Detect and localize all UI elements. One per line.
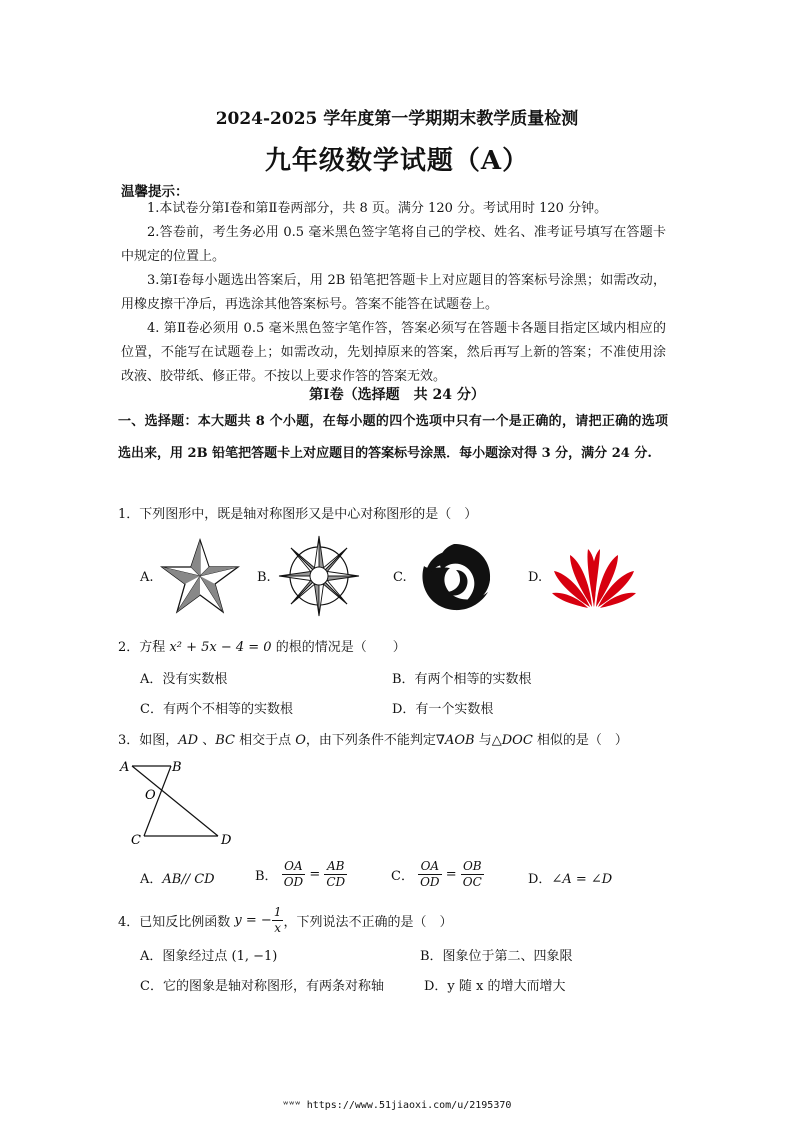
equals-sign: =: [309, 867, 321, 882]
q4-stem-post: ，下列说法不正确的是（ ）: [283, 915, 453, 930]
q2-option-c: C．有两个不相等的实数根: [140, 702, 293, 717]
q3-opt-b-label: B．: [255, 869, 278, 884]
q1-option-c-label: C.: [393, 570, 407, 585]
question-1-stem: 1．下列图形中，既是轴对称图形又是中心对称图形的是（ ）: [118, 507, 478, 522]
tips-heading: 温馨提示：: [121, 184, 189, 200]
tip-text: 4. 第Ⅱ卷必须用 0.5 毫米黑色签字笔作答，答案必须写在答题卡各题目指定区域内相应的位置，不能写在试题卷上；如需改动，先划掉原来的答案，然后再写上新的答案；不准使用涂改液、胶带纸、修正带。不按以上要求作答的答案无效。: [121, 321, 666, 384]
numerator: OA: [418, 859, 441, 875]
denominator: x: [274, 921, 282, 935]
q2-option-a: A．没有实数根: [140, 672, 228, 687]
label-c: C: [131, 833, 141, 848]
petal-group: [552, 549, 636, 608]
label-d: D: [221, 833, 232, 848]
q3-stem-part: 相似的是（ ）: [532, 733, 628, 748]
tip-item-2: [121, 221, 666, 269]
fraction: [282, 859, 305, 890]
tip-text: 2.答卷前，考生务必用 0.5 毫米黑色签字笔将自己的学校、姓名、准考证号填写在答题卡中规定的位置上。: [121, 225, 666, 264]
q4-option-c: C．它的图象是轴对称图形，有两条对称轴: [140, 979, 384, 994]
q3-option-d: [528, 868, 612, 887]
q1-option-b-label: B.: [257, 570, 271, 585]
triangle-figure: [116, 758, 241, 850]
q3-stem-part: 3．如图，: [118, 733, 179, 748]
q2-equation: x² + 5x − 4 = 0: [169, 640, 272, 655]
q4-option-d: D．y 随 x 的增大而增大: [424, 979, 566, 994]
q1-option-d-label: D.: [528, 570, 543, 585]
q3-stem-aob: AOB: [445, 733, 475, 748]
q4-func-lhs: y = −: [234, 913, 272, 928]
q3-stem-part: 、: [198, 733, 216, 748]
tip-item-4: [121, 317, 666, 389]
q2-option-b: B．有两个相等的实数根: [392, 672, 532, 687]
footer-url[interactable]: ʷʷʷ https://www.51jiaoxi.com/u/2195370: [282, 1100, 512, 1111]
q1-option-a-label: A.: [140, 570, 154, 585]
fraction: [461, 859, 484, 890]
q2-stem-pre: 2．方程: [118, 640, 170, 655]
label-o: O: [145, 788, 156, 803]
q2-stem-post: 的根的情况是（ ）: [271, 640, 406, 655]
denominator: OC: [462, 875, 482, 889]
q3-option-b: [255, 859, 347, 890]
numerator: AB: [324, 859, 347, 875]
question-3-stem: [118, 729, 628, 748]
q3-opt-d-text: ∠A = ∠D: [551, 872, 613, 887]
denominator: OD: [420, 875, 440, 889]
q3-option-c: [391, 859, 484, 890]
section-description: 一、选择题：本大题共 8 个小题，在每小题的四个选项中只有一个是正确的，请把正确的选项选出来，用 2B 铅笔把答题卡上对应题目的答案标号涂黑．每小题涂对得 3 分，满分 24 分.: [118, 414, 668, 461]
petal-logo-figure: [550, 545, 638, 609]
q4-option-a: A．图象经过点 (1, −1): [140, 949, 278, 964]
question-2-stem: [118, 636, 406, 655]
question-4-stem: [118, 905, 452, 936]
fraction: [272, 905, 284, 936]
fraction: [418, 859, 441, 890]
label-a: A: [120, 760, 130, 775]
numerator: OB: [461, 859, 484, 875]
q3-stem-o: O: [295, 733, 306, 748]
q3-option-a: [140, 868, 215, 887]
numerator: OA: [282, 859, 305, 875]
tip-item-3: [121, 269, 666, 317]
numerator: 1: [273, 905, 282, 919]
tip-item-1: [121, 197, 666, 221]
q3-stem-bc: BC: [215, 733, 235, 748]
section-title: 第Ⅰ卷（选择题 共 24 分）: [309, 387, 485, 403]
tip-text: 1.本试卷分第Ⅰ卷和第Ⅱ卷两部分，共 8 页。满分 120 分。考试用时 120 分钟。: [147, 201, 608, 216]
q3-stem-ad: AD: [178, 733, 199, 748]
denominator: CD: [326, 875, 346, 889]
q3-stem-part: 相交于点: [234, 733, 296, 748]
q3-opt-a-label: A．: [140, 872, 163, 887]
fraction: [324, 859, 347, 890]
q2-option-d: D．有一个实数根: [392, 702, 494, 717]
q3-stem-doc: DOC: [501, 733, 533, 748]
swirl-logo-figure: [414, 540, 494, 614]
q3-opt-d-label: D．: [528, 872, 552, 887]
tip-text: 3.第Ⅰ卷每小题选出答案后，用 2B 铅笔把答题卡上对应题目的答案标号涂黑；如需改动，用橡皮擦干净后，再选涂其他答案标号。答案不能答在试题卷上。: [121, 273, 666, 312]
q3-stem-part: ，由下列条件不能判定∇: [305, 733, 445, 748]
q4-stem-pre: 4．已知反比例函数: [118, 915, 235, 930]
equals-sign: =: [445, 867, 457, 882]
exam-title: 2024-2025 学年度第一学期期末教学质量检测: [215, 109, 579, 129]
q3-opt-c-label: C．: [391, 869, 414, 884]
compass-rose-figure: [278, 535, 360, 617]
exam-subtitle: 九年级数学试题（A）: [264, 146, 530, 176]
q3-opt-a-text: AB// CD: [162, 872, 215, 887]
denominator: OD: [283, 875, 304, 889]
star-figure: [160, 538, 240, 618]
label-b: B: [172, 760, 182, 775]
q4-option-b: B．图象位于第二、四象限: [420, 949, 573, 964]
q3-stem-part: 与△: [474, 733, 502, 748]
